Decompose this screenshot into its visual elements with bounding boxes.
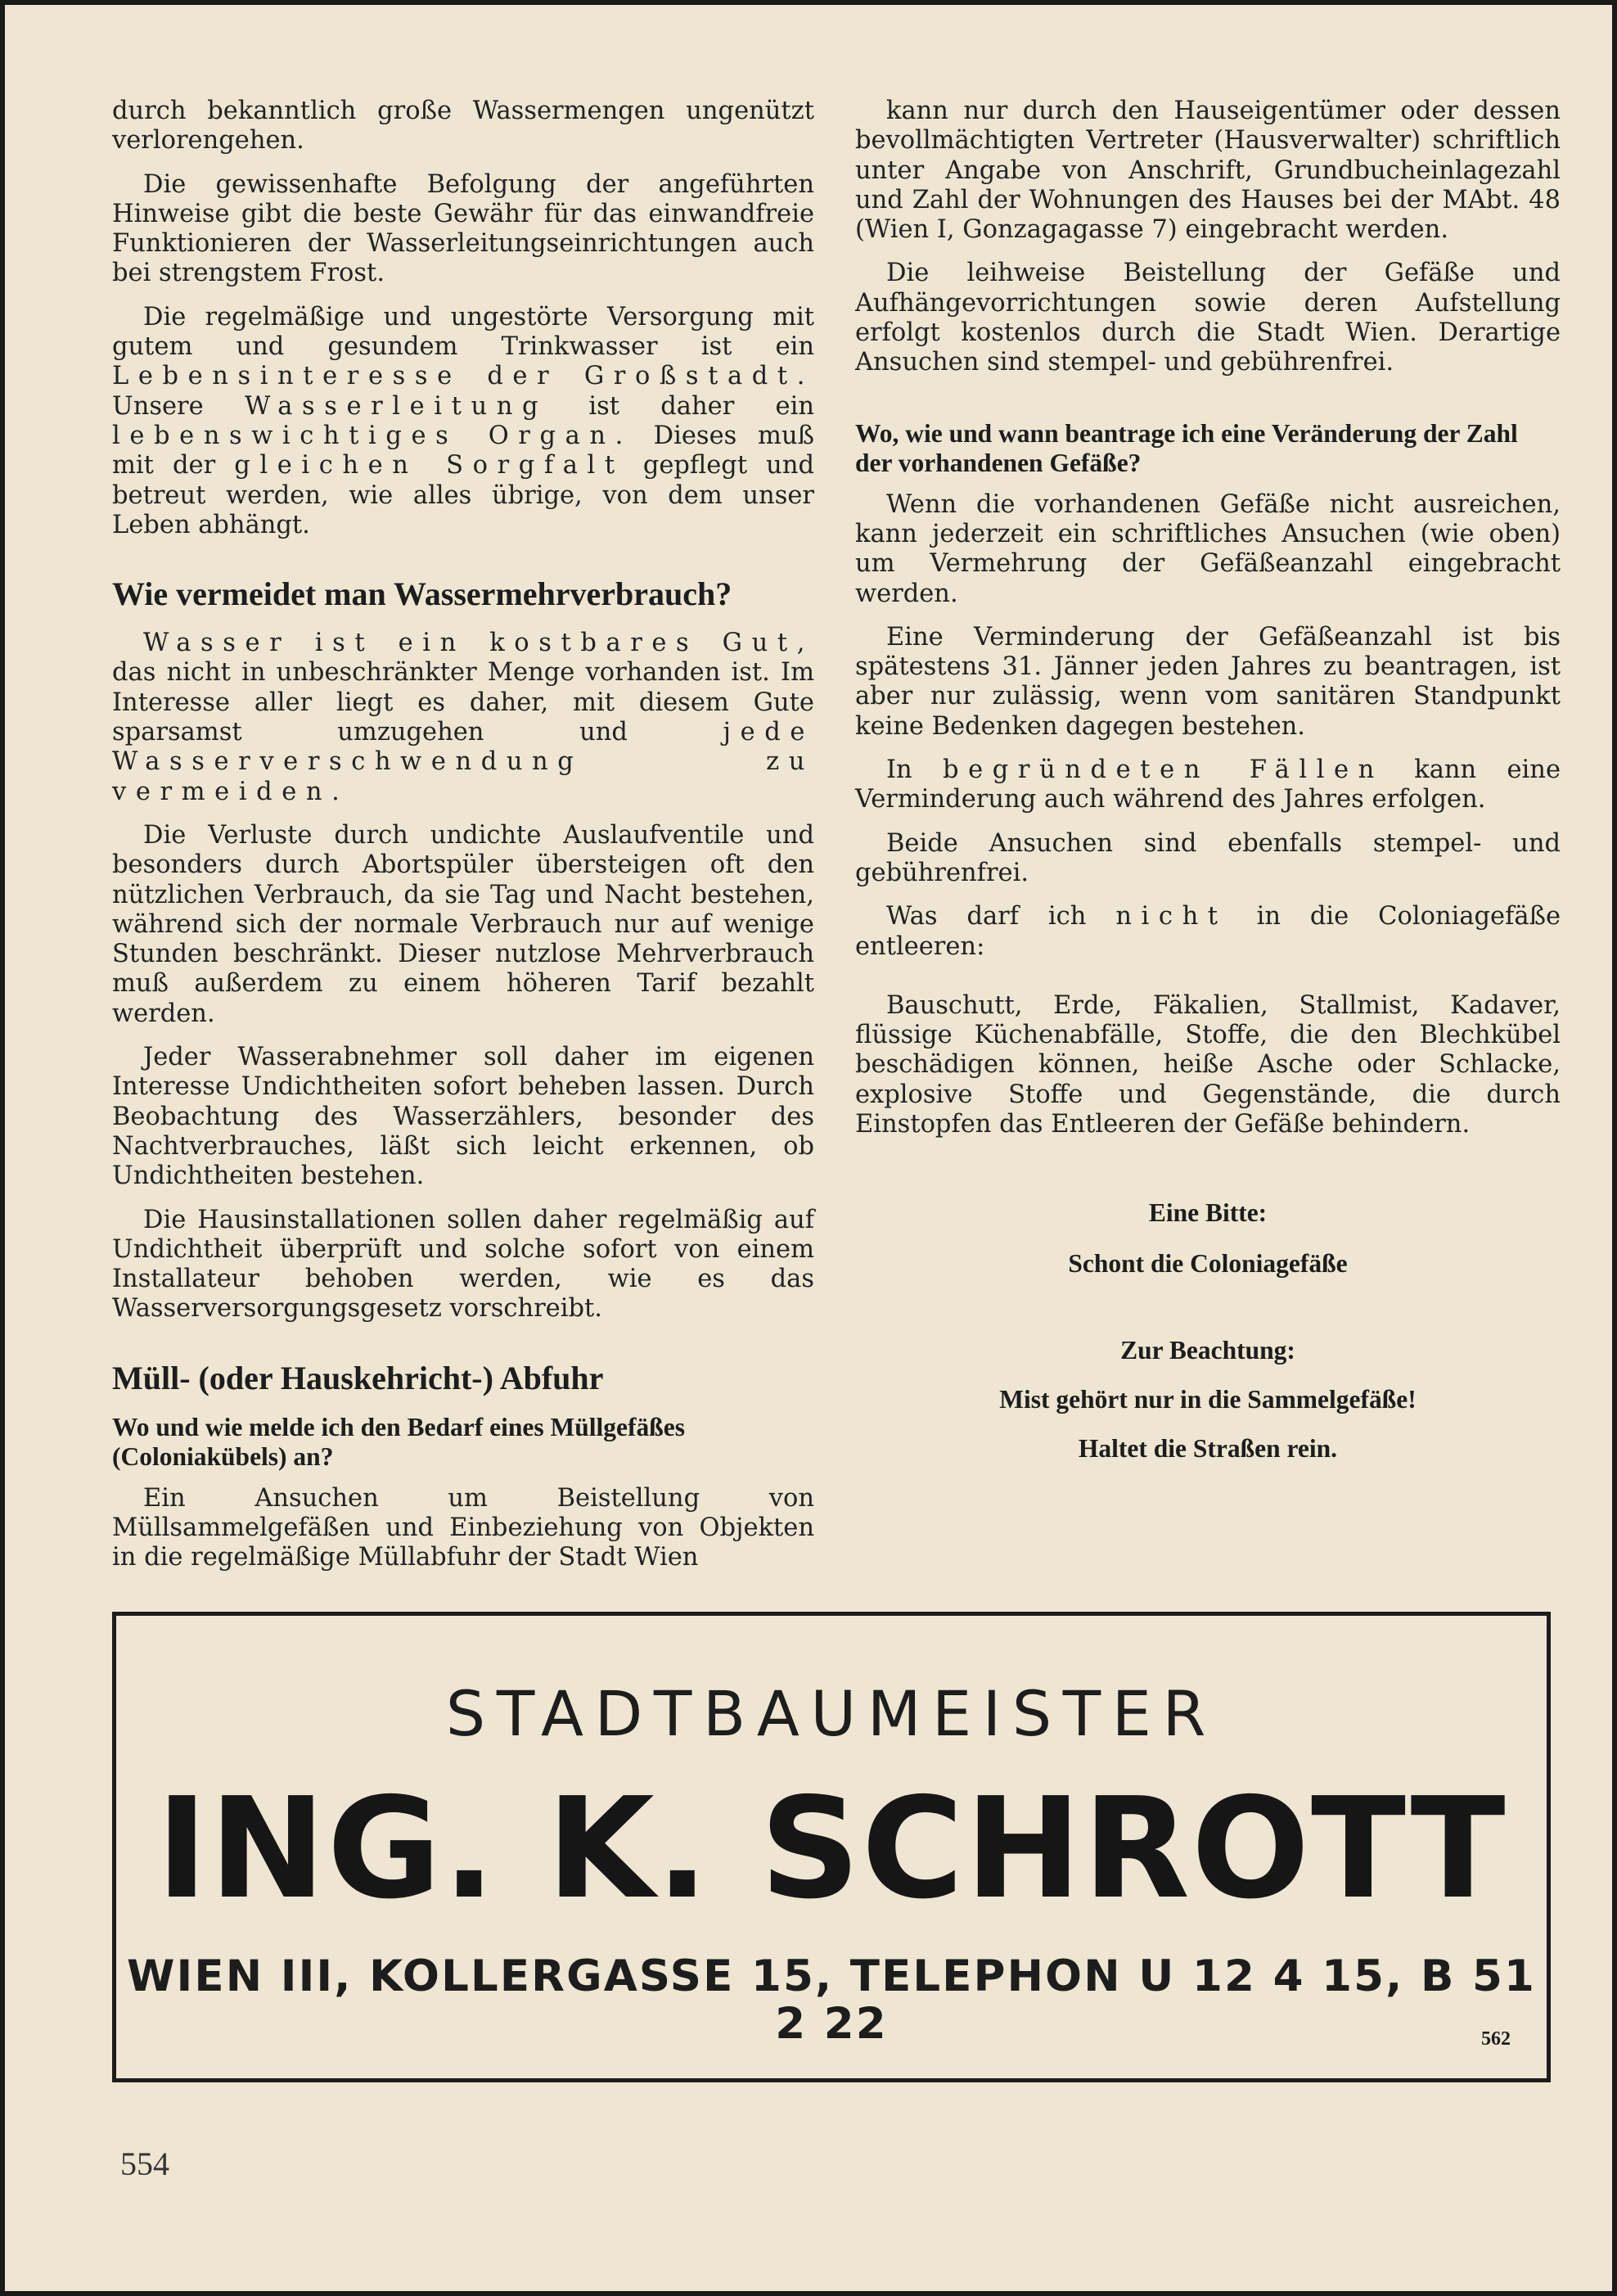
text-span: Was darf ich bbox=[886, 902, 1116, 931]
advertisement-box bbox=[112, 1612, 1551, 2082]
paragraph: kann nur durch den Hauseigentümer oder dessen bevollmächtigten Vertreter (Hausverwalter) schriftlich unter Angabe von Anschrift, Grundbucheinlagezahl und Zahl der Wohnungen des Hauses bei der MAbt. 48 (Wien I, Gonzagagasse 7) eingebracht werden. bbox=[855, 97, 1561, 245]
text-span: Dieses muß mit der bbox=[112, 421, 814, 480]
text-span: kann eine Verminderung auch während des Jahres erfolgen. bbox=[855, 756, 1561, 814]
text-span: In bbox=[886, 756, 944, 785]
heading-water-overuse: Wie vermeidet man Wassermehrverbrauch? bbox=[112, 575, 732, 613]
paragraph: Die leihweise Beistellung der Gefäße und Aufhängevorrichtungen sowie deren Aufstellung erfolgt kostenlos durch die Stadt Wien. Derartige Ansuchen sind stempel- und gebührenfrei. bbox=[855, 259, 1561, 377]
spaced-text: Wasserleitung bbox=[244, 391, 548, 421]
ad-address: WIEN III, KOLLERGASSE 15, TELEPHON U 12 4 15, B 51 2 22 bbox=[126, 1951, 1537, 2049]
paragraph: Die Verluste durch undichte Auslaufventile und besonders durch Abortspüler übersteigen oft den nützlichen Verbrauch, da sie Tag und Nacht bestehen, während sich der normale Verbrauch nur auf wenige Stunden beschränkt. Dieser nutzlose Mehrverbrauch muß außerdem zu einem höheren Tarif bezahlt werden. bbox=[112, 820, 814, 1028]
ad-code: 562 bbox=[1481, 2028, 1511, 2050]
spaced-text: nicht bbox=[1115, 902, 1227, 931]
paragraph: Jeder Wasserabnehmer soll daher im eigenen Interesse Undichtheiten sofort beheben lassen. Durch Beobachtung des Wasserzählers, besonder des Nachtverbrauches, läßt sich leicht erkennen, ob Undichtheiten bestehen. bbox=[112, 1043, 814, 1191]
paragraph bbox=[112, 629, 814, 807]
paragraph: Eine Verminderung der Gefäßeanzahl ist bis spätestens 31. Jänner jeden Jahres zu beantragen, ist aber nur zulässig, wenn vom sanitären Standpunkt keine Bedenken dagegen bestehen. bbox=[855, 622, 1561, 741]
text-span: das nicht in unbeschränkter Menge vorhanden ist. Im Interesse aller liegt es daher, mit diesem Gute sparsamst umzugehen und bbox=[112, 658, 814, 747]
page-number: 554 bbox=[120, 2145, 169, 2182]
text-span: Die regelmäßige und ungestörte Versorgung mit gutem und gesundem Trinkwasser ist ein bbox=[112, 302, 814, 362]
ad-company-name: ING. K. SCHROTT bbox=[155, 1768, 1507, 1930]
notice-line-2: Haltet die Straßen rein. bbox=[1078, 1434, 1338, 1464]
spaced-text: jede Wasserverschwendung zu vermeiden. bbox=[112, 718, 814, 806]
text-span: in die Coloniagefäße entleeren: bbox=[855, 902, 1561, 961]
text-span: gepflegt und betreut werden, wie alles übrige, von dem unser Leben abhängt. bbox=[112, 451, 814, 539]
spaced-text: Wasser ist ein kostbares Gut, bbox=[143, 629, 814, 658]
ad-profession: STADTBAUMEISTER bbox=[445, 1677, 1218, 1750]
text-span: Unsere bbox=[112, 391, 245, 421]
page bbox=[5, 5, 1612, 2291]
request-text: Schont die Coloniagefäße bbox=[1068, 1249, 1348, 1279]
paragraph bbox=[855, 756, 1561, 815]
paragraph: Die gewissenhafte Befolgung der angeführten Hinweise gibt die beste Gewähr für das einwandfreie Funktionieren der Wasserleitungseinrichtungen auch bei strengstem Frost. bbox=[112, 169, 814, 288]
heading-waste-removal: Müll- (oder Hauskehricht-) Abfuhr bbox=[112, 1359, 604, 1396]
spaced-text: gleichen Sorgfalt bbox=[234, 451, 624, 480]
request-title: Eine Bitte: bbox=[1148, 1198, 1268, 1228]
paragraph: Ein Ansuchen um Beistellung von Müllsammelgefäßen und Einbeziehung von Objekten in die regelmäßige Müllabfuhr der Stadt Wien bbox=[112, 1483, 814, 1572]
notice-line-1: Mist gehört nur in die Sammelgefäße! bbox=[999, 1385, 1417, 1414]
left-column bbox=[112, 97, 814, 1587]
paragraph bbox=[112, 303, 814, 540]
spaced-text: lebenswichtiges Organ. bbox=[112, 421, 633, 450]
paragraph: Beide Ansuchen sind ebenfalls stempel- und gebührenfrei. bbox=[855, 828, 1561, 887]
paragraph: Die Hausinstallationen sollen daher regelmäßig auf Undichtheit überprüft und solche sofort von einem Installateur behoben werden, wie es das Wasserversorgungsgesetz vorschreibt. bbox=[112, 1205, 814, 1324]
paragraph: durch bekanntlich große Wassermengen ungenützt verlorengehen. bbox=[112, 97, 814, 156]
subheading-change-bins: Wo, wie und wann beantrage ich eine Veränderung der Zahl der vorhandenen Gefäße? bbox=[855, 418, 1518, 477]
paragraph bbox=[855, 902, 1561, 962]
subheading-register-bin: Wo und wie melde ich den Bedarf eines Müllgefäßes (Coloniakübels) an? bbox=[112, 1412, 685, 1471]
paragraph: Bauschutt, Erde, Fäkalien, Stallmist, Kadaver, flüssige Küchenabfälle, Stoffe, die den Blechkübel beschädigen können, heiße Asche oder Schlacke, explosive Stoffe und Gegenstände, die durch Einstopfen das Entleeren der Gefäße behindern. bbox=[855, 990, 1561, 1139]
spaced-text: Lebensinteresse der Großstadt. bbox=[112, 362, 814, 391]
right-column bbox=[855, 97, 1561, 1464]
text-span: ist daher ein bbox=[547, 391, 814, 421]
notice-title: Zur Beachtung: bbox=[1120, 1336, 1295, 1365]
paragraph: Wenn die vorhandenen Gefäße nicht ausreichen, kann jederzeit ein schriftliches Ansuchen (wie oben) um Vermehrung der Gefäßeanzahl eingebracht werden. bbox=[855, 489, 1561, 608]
spaced-text: begründeten Fällen bbox=[943, 756, 1384, 785]
